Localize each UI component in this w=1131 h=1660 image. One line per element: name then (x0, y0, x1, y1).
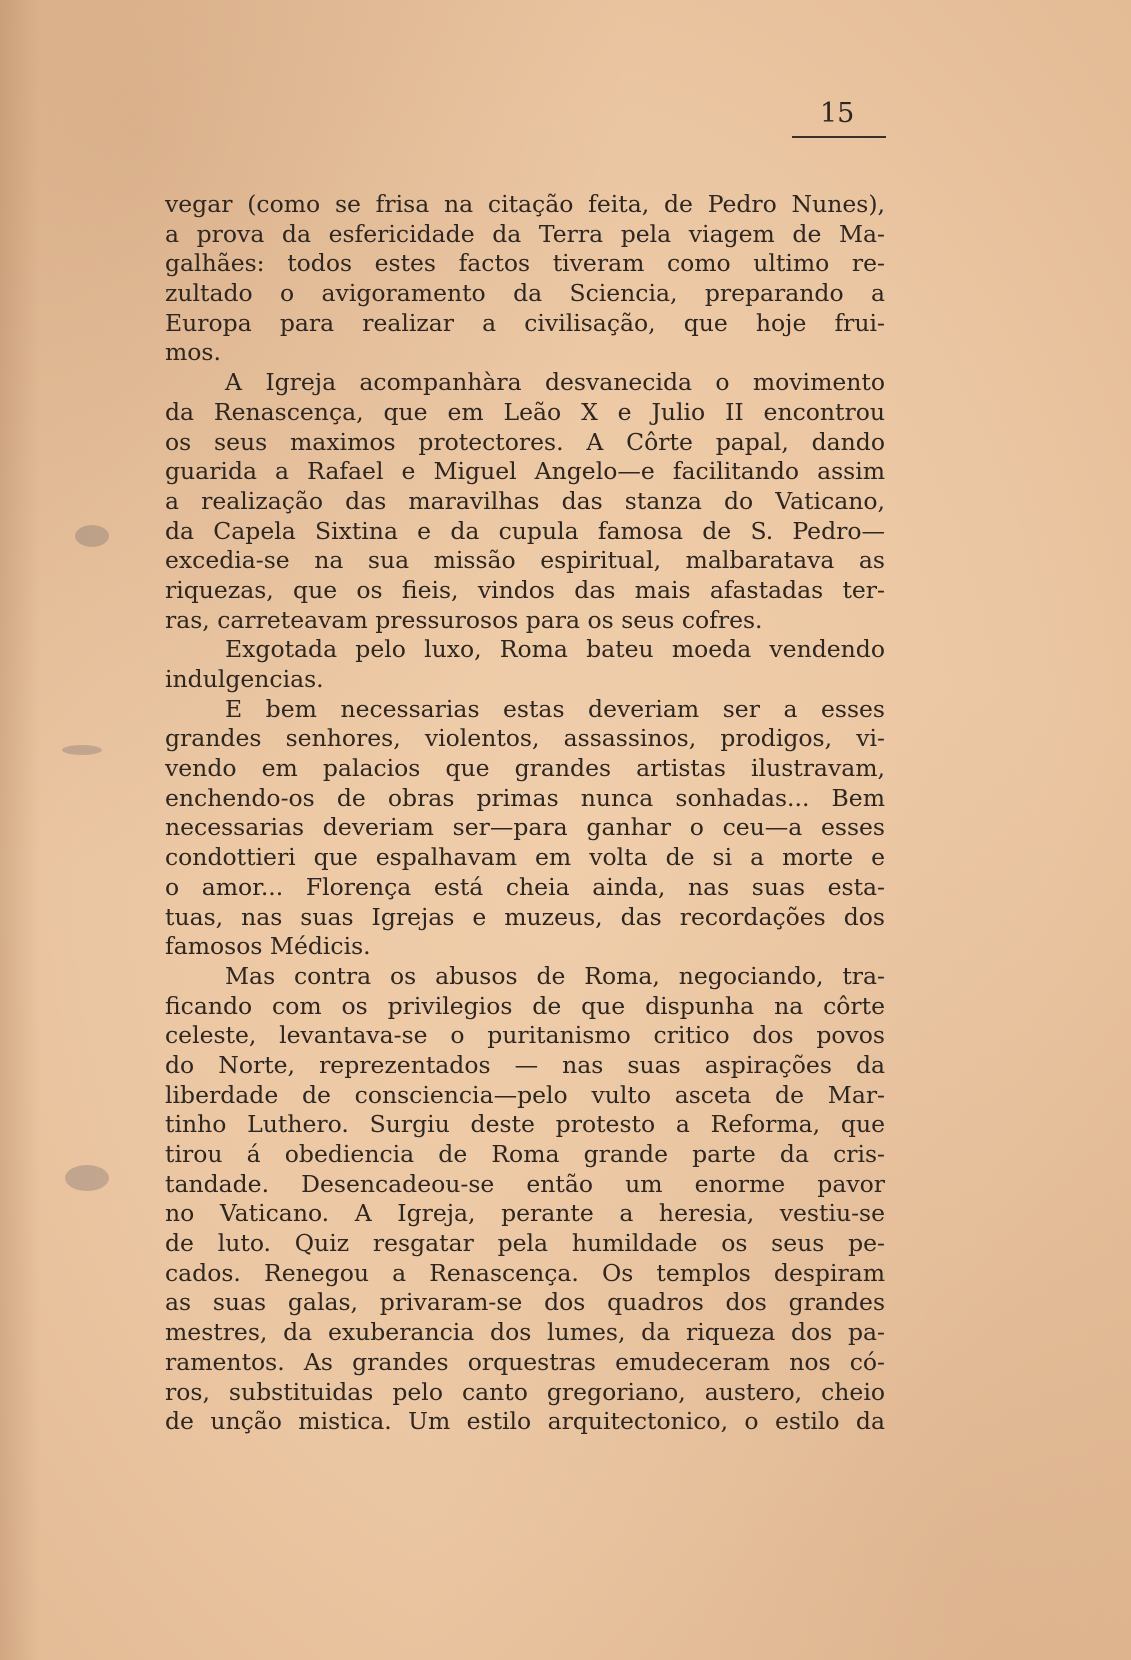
stain-mark (75, 525, 109, 547)
text-line: tuas, nas suas Igrejas e muzeus, das recordações dos (165, 902, 885, 931)
text-line: a realização das maravilhas das stanza do Vaticano, (165, 486, 885, 515)
text-line: da Renascença, que em Leão X e Julio II encontrou (165, 397, 885, 426)
text-line: enchendo-os de obras primas nunca sonhadas... Bem (165, 783, 885, 812)
text-line: necessarias deveriam ser—para ganhar o ceu—a esses (165, 813, 885, 842)
text-line: condottieri que espalhavam em volta de si a morte e (165, 843, 885, 872)
text-line: vegar (como se frisa na citação feita, de Pedro Nunes), (165, 190, 885, 218)
text-line: vendo em palacios que grandes artistas ilustravam, (165, 754, 885, 783)
text-line: de luto. Quiz resgatar pela humildade os seus pe- (165, 1229, 885, 1258)
text-line: o amor... Florença está cheia ainda, nas suas esta- (165, 872, 885, 901)
text-line: celeste, levantava-se o puritanismo critico dos povos (165, 1021, 885, 1050)
text-line: os seus maximos protectores. A Côrte papal, dando (165, 427, 885, 456)
text-line: E bem necessarias estas deveriam ser a esses (225, 694, 885, 723)
text-line: zultado o avigoramento da Sciencia, preparando a (165, 279, 885, 308)
text-line: Europa para realizar a civilisação, que hoje frui- (165, 308, 885, 337)
text-line: famosos Médicis. (165, 932, 371, 961)
text-line: Mas contra os abusos de Roma, negociando, tra- (225, 961, 885, 990)
text-line: guarida a Rafael e Miguel Angelo—e facilitando assim (165, 457, 885, 486)
text-line: liberdade de consciencia—pelo vulto asceta de Mar- (165, 1080, 885, 1109)
stain-mark (62, 745, 102, 755)
text-line: tirou á obediencia de Roma grande parte da cris- (165, 1140, 885, 1168)
text-line: no Vaticano. A Igreja, perante a heresia, vestiu-se (165, 1199, 885, 1228)
stain-mark (65, 1165, 109, 1191)
text-line: ficando com os privilegios de que dispunha na côrte (165, 991, 885, 1020)
text-line: A Igreja acompanhàra desvanecida o movimento (225, 368, 885, 397)
text-line: riquezas, que os fieis, vindos das mais afastadas ter- (165, 575, 885, 604)
text-line: tandade. Desencadeou-se então um enorme pavor (165, 1169, 885, 1198)
text-line: grandes senhores, violentos, assassinos, prodigos, vi- (165, 724, 885, 753)
text-line: a prova da esfericidade da Terra pela viagem de Ma- (165, 219, 885, 248)
page-number-rule (792, 136, 886, 138)
text-line: indulgencias. (165, 665, 324, 693)
page-number: 15 (820, 98, 855, 129)
text-line: mos. (165, 338, 221, 367)
text-line: galhães: todos estes factos tiveram como ultimo re- (165, 249, 885, 278)
text-line: cados. Renegou a Renascença. Os templos despiram (165, 1258, 885, 1287)
text-line: tinho Luthero. Surgiu deste protesto a Reforma, que (165, 1110, 885, 1139)
text-line: de unção mistica. Um estilo arquitectonico, o estilo da (165, 1407, 885, 1436)
text-line: ramentos. As grandes orquestras emudeceram nos có- (165, 1347, 885, 1376)
body-text (165, 190, 885, 1437)
text-line: do Norte, reprezentados — nas suas aspirações da (165, 1050, 885, 1079)
text-line: mestres, da exuberancia dos lumes, da riqueza dos pa- (165, 1318, 885, 1347)
text-line: excedia-se na sua missão espiritual, malbaratava as (165, 546, 885, 575)
text-line: ras, carreteavam pressurosos para os seus cofres. (165, 605, 763, 634)
page-edge-shadow (0, 0, 40, 1660)
text-line: Exgotada pelo luxo, Roma bateu moeda vendendo (225, 635, 885, 664)
text-line: da Capela Sixtina e da cupula famosa de S. Pedro— (165, 516, 885, 545)
text-line: ros, substituidas pelo canto gregoriano, austero, cheio (165, 1377, 885, 1406)
text-line: as suas galas, privaram-se dos quadros dos grandes (165, 1288, 885, 1317)
